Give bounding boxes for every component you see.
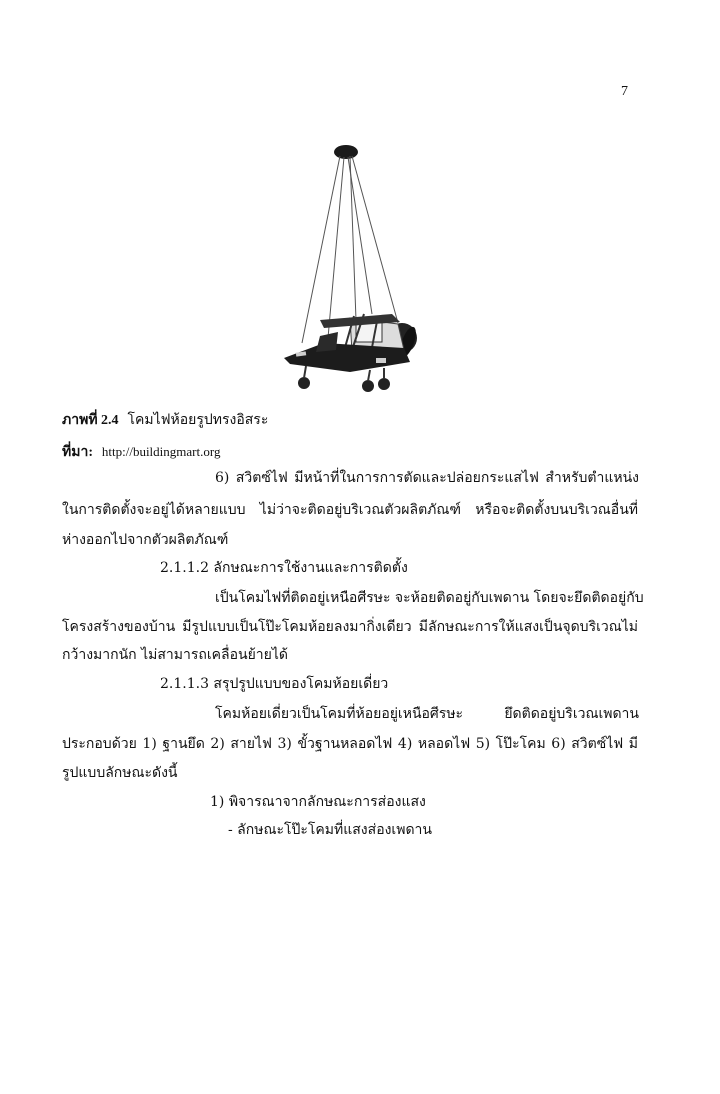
figure-source: [62, 442, 638, 463]
page-number: 7: [621, 84, 628, 99]
source-url: http://buildingmart.org: [101, 444, 221, 459]
paragraph-line: 6) สวิตซ์ไฟ มีหน้าที่ในการการตัดและปล่อยกระแสไฟ สำหรับตำแหน่ง: [215, 470, 639, 486]
source-label: ที่มา:: [62, 445, 93, 460]
paragraph-line: โคมห้อยเดี่ยวเป็นโคมที่ห้อยอยู่เหนือศีรษะ ยึดติดอยู่บริเวณเพดาน: [215, 706, 639, 722]
section-heading-2-1-1-3: 2.1.1.3 สรุปรูปแบบของโคมห้อยเดี่ยว: [160, 676, 389, 692]
list-item: 1) พิจารณาจากลักษณะการส่องแสง: [210, 794, 426, 810]
list-subitem: - ลักษณะโป๊ะโคมที่แสงส่องเพดาน: [228, 822, 432, 838]
figure-caption: [62, 410, 638, 431]
paragraph-line: เป็นโคมไฟที่ติดอยู่เหนือศีรษะ จะห้อยติดอยู่กับเพดาน โดยจะยึดติดอยู่กับ: [215, 590, 644, 606]
paragraph-line: ในการติดตั้งจะอยู่ได้หลายแบบ ไม่ว่าจะติดอยู่บริเวณตัวผลิตภัณฑ์ หรือจะติดตั้งบนบริเวณอื่นที่: [62, 502, 638, 518]
caption-label: ภาพที่ 2.4: [62, 413, 119, 428]
paragraph-line: รูปแบบลักษณะดังนี้: [62, 765, 178, 781]
paragraph-line: โครงสร้างของบ้าน มีรูปแบบเป็นโป๊ะโคมห้อยลงมากิ่งเดียว มีลักษณะการให้แสงเป็นจุดบริเวณไม่: [62, 619, 638, 635]
paragraph-line: กว้างมากนัก ไม่สามารถเคลื่อนย้ายได้: [62, 647, 288, 663]
airplane-lamp-image: [280, 138, 470, 403]
paragraph-line: ประกอบด้วย 1) ฐานยึด 2) สายไฟ 3) ขั้วฐานหลอดไฟ 4) หลอดไฟ 5) โป๊ะโคม 6) สวิตซ์ไฟ มี: [62, 736, 638, 752]
section-heading-2-1-1-2: 2.1.1.2 ลักษณะการใช้งานและการติดตั้ง: [160, 560, 408, 576]
paragraph-line: ห่างออกไปจากตัวผลิตภัณฑ์: [62, 532, 229, 548]
caption-text: โคมไฟห้อยรูปทรงอิสระ: [127, 412, 269, 428]
